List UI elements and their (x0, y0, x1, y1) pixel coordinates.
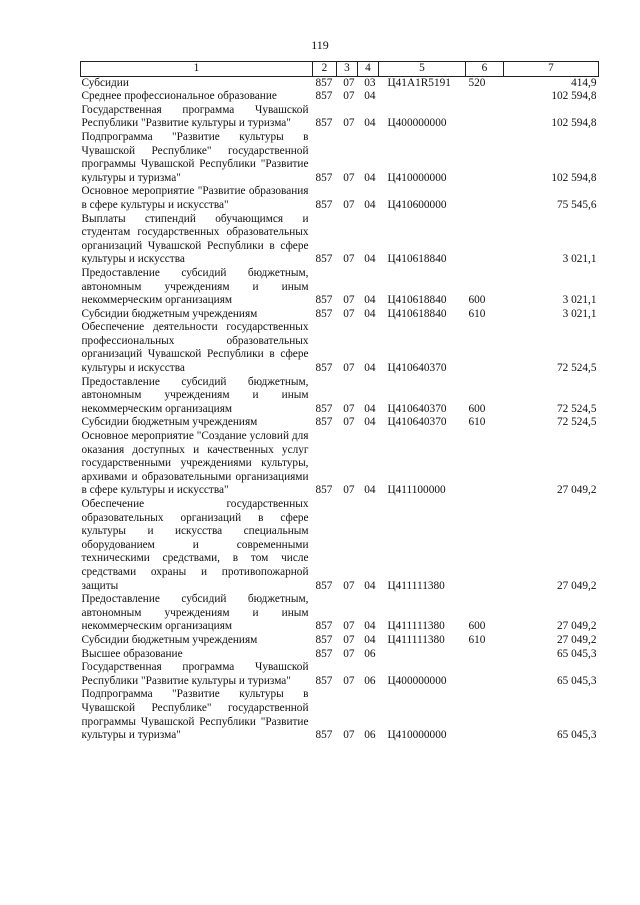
table-row (81, 498, 599, 593)
row-gr: 857 (315, 90, 333, 103)
row-gr: 857 (315, 307, 333, 320)
row-pr: 04 (364, 633, 376, 646)
row-pr: 04 (364, 307, 376, 320)
row-pr: 04 (364, 416, 376, 429)
row-sum: 27 049,2 (556, 620, 597, 633)
row-name: Основное мероприятие "Создание условий для оказания доступных и качественных услуг государственными учреждениями культуры, архивами и образовательными организациями в сфере культуры и искусства" (81, 430, 309, 497)
table-row (81, 267, 599, 308)
table-row (81, 308, 599, 322)
row-name: Предоставление субсидий бюджетным, автономным учреждениям и иным некоммерческим организациям (81, 593, 309, 633)
row-cs (379, 90, 466, 104)
row-sum: 102 594,8 (551, 171, 597, 184)
row-cs: Ц410640370 (387, 402, 447, 415)
row-gr: 857 (315, 620, 333, 633)
row-pr: 04 (364, 579, 376, 592)
table-row (81, 430, 599, 498)
table-row (81, 661, 599, 688)
row-pr: 04 (364, 484, 376, 497)
row-cs: Ц410618840 (387, 253, 447, 266)
header-col-6: 6 (466, 62, 504, 77)
table-body (81, 76, 599, 743)
row-vr (466, 90, 504, 104)
row-name: Субсидии бюджетным учреждениям (81, 633, 258, 646)
row-name: Основное мероприятие "Развитие образования в сфере культуры и искусства" (81, 185, 309, 211)
row-vr: 610 (468, 416, 486, 429)
row-cs (379, 648, 466, 662)
row-rz: 07 (343, 416, 355, 429)
row-pr: 06 (364, 729, 376, 742)
row-pr: 04 (364, 620, 376, 633)
row-name: Обеспечение государственных образовательных организаций в сфере культуры и искусства специальным оборудованием и современными техническими средствами, в том числе средствами охраны и противопожарной защиты (81, 498, 309, 592)
row-pr: 04 (364, 253, 376, 266)
table-row (81, 90, 599, 104)
header-col-4: 4 (358, 62, 379, 77)
row-gr: 857 (315, 729, 333, 742)
row-gr: 857 (315, 416, 333, 429)
table-row (81, 213, 599, 267)
row-rz: 07 (343, 633, 355, 646)
row-rz: 07 (343, 484, 355, 497)
row-vr (466, 321, 504, 375)
row-rz: 07 (343, 729, 355, 742)
row-sum: 72 524,5 (556, 362, 597, 375)
row-name: Субсидии бюджетным учреждениям (81, 307, 258, 320)
row-gr: 857 (315, 633, 333, 646)
row-sum: 414,9 (571, 76, 597, 89)
page-number: 119 (311, 38, 329, 52)
row-sum: 72 524,5 (556, 416, 597, 429)
row-cs: Ц400000000 (387, 117, 447, 130)
row-sum: 27 049,2 (556, 484, 597, 497)
row-name: Выплаты стипендий обучающимся и студентам государственных образовательных организаций Чувашской Республики в сфере культуры и искусства (81, 212, 309, 266)
row-rz: 07 (343, 647, 355, 660)
row-gr: 857 (315, 253, 333, 266)
row-gr: 857 (315, 674, 333, 687)
row-sum: 3 021,1 (562, 307, 597, 320)
row-cs: Ц411100000 (387, 484, 446, 497)
row-rz: 07 (343, 294, 355, 307)
row-vr (466, 498, 504, 593)
row-rz: 07 (343, 76, 355, 89)
row-vr: 600 (468, 620, 486, 633)
row-pr: 04 (364, 294, 376, 307)
row-cs: Ц411111380 (387, 579, 445, 592)
table-row (81, 648, 599, 662)
row-gr: 857 (315, 76, 333, 89)
row-gr: 857 (315, 579, 333, 592)
row-name: Высшее образование (81, 647, 183, 660)
row-vr: 600 (468, 294, 486, 307)
table-row (81, 131, 599, 185)
row-rz: 07 (343, 171, 355, 184)
table-row (81, 416, 599, 430)
row-sum: 65 045,3 (556, 674, 597, 687)
row-cs: Ц410640370 (387, 416, 447, 429)
table-row (81, 634, 599, 648)
header-col-7: 7 (504, 62, 599, 77)
row-rz: 07 (343, 620, 355, 633)
row-sum: 65 045,3 (556, 647, 597, 660)
row-vr (466, 430, 504, 498)
row-name: Среднее профессиональное образование (81, 90, 277, 103)
row-gr: 857 (315, 198, 333, 211)
header-col-2: 2 (313, 62, 337, 77)
table-row (81, 376, 599, 417)
row-cs: Ц410618840 (387, 294, 447, 307)
row-pr: 06 (364, 674, 376, 687)
row-rz: 07 (343, 253, 355, 266)
table-header (81, 62, 599, 77)
row-vr (466, 131, 504, 185)
row-vr: 600 (468, 402, 486, 415)
row-gr: 857 (315, 171, 333, 184)
row-cs: Ц410618840 (387, 307, 447, 320)
row-gr: 857 (315, 484, 333, 497)
row-sum: 75 545,6 (556, 198, 597, 211)
table-row (81, 104, 599, 131)
row-cs: Ц410600000 (387, 198, 447, 211)
row-vr: 520 (468, 76, 486, 89)
row-rz: 07 (343, 362, 355, 375)
row-name: Субсидии (81, 76, 129, 89)
row-name: Предоставление субсидий бюджетным, автономным учреждениям и иным некоммерческим организациям (81, 375, 309, 415)
row-sum: 3 021,1 (562, 294, 597, 307)
row-vr (466, 648, 504, 662)
table-row (81, 593, 599, 634)
header-col-1: 1 (81, 62, 313, 77)
row-sum: 27 049,2 (556, 579, 597, 592)
row-vr: 610 (468, 633, 486, 646)
row-vr: 610 (468, 307, 486, 320)
row-sum: 102 594,8 (551, 90, 597, 103)
row-cs: Ц400000000 (387, 674, 447, 687)
row-sum: 3 021,1 (562, 253, 597, 266)
row-sum: 65 045,3 (556, 729, 597, 742)
row-gr: 857 (315, 402, 333, 415)
row-pr: 04 (364, 171, 376, 184)
row-pr: 03 (364, 76, 376, 89)
row-rz: 07 (343, 90, 355, 103)
row-name: Подпрограмма "Развитие культуры в Чувашской Республике" государственной программы Чувашской Республики "Развитие культуры и туризма" (81, 688, 309, 742)
row-gr: 857 (315, 362, 333, 375)
row-cs: Ц41А1R5191 (387, 76, 451, 89)
row-cs: Ц410640370 (387, 362, 447, 375)
row-pr: 04 (364, 90, 376, 103)
row-pr: 04 (364, 117, 376, 130)
row-sum: 27 049,2 (556, 633, 597, 646)
row-pr: 06 (364, 647, 376, 660)
row-cs: Ц411111380 (387, 620, 445, 633)
row-rz: 07 (343, 579, 355, 592)
row-pr: 04 (364, 198, 376, 211)
row-rz: 07 (343, 117, 355, 130)
row-cs: Ц410000000 (387, 171, 447, 184)
row-rz: 07 (343, 198, 355, 211)
table-row (81, 185, 599, 212)
row-rz: 07 (343, 402, 355, 415)
row-sum: 102 594,8 (551, 117, 597, 130)
row-vr (466, 688, 504, 742)
row-name: Обеспечение деятельности государственных профессиональных образовательных организаций Чувашской Республики в сфере культуры и искусства (81, 321, 309, 375)
row-gr: 857 (315, 647, 333, 660)
row-sum: 72 524,5 (556, 402, 597, 415)
row-rz: 07 (343, 307, 355, 320)
row-name: Предоставление субсидий бюджетным, автономным учреждениям и иным некоммерческим организациям (81, 266, 309, 307)
row-name: Подпрограмма "Развитие культуры в Чувашской Республике" государственной программы Чувашской Республики "Развитие культуры и туризма" (81, 130, 309, 184)
row-rz: 07 (343, 674, 355, 687)
table-row (81, 76, 599, 90)
row-pr: 04 (364, 402, 376, 415)
row-gr: 857 (315, 117, 333, 130)
row-name: Субсидии бюджетным учреждениям (81, 416, 258, 429)
table-row (81, 321, 599, 375)
row-pr: 04 (364, 362, 376, 375)
budget-table (80, 61, 599, 743)
row-cs: Ц411111380 (387, 633, 445, 646)
row-name: Государственная программа Чувашской Республики "Развитие культуры и туризма" (81, 103, 309, 130)
header-row (81, 62, 599, 77)
row-name: Государственная программа Чувашской Республики "Развитие культуры и туризма" (81, 661, 309, 687)
row-vr (466, 661, 504, 688)
row-vr (466, 104, 504, 131)
row-vr (466, 185, 504, 212)
header-col-3: 3 (337, 62, 358, 77)
header-col-5: 5 (379, 62, 466, 77)
row-gr: 857 (315, 294, 333, 307)
table-row (81, 688, 599, 742)
row-vr (466, 213, 504, 267)
row-cs: Ц410000000 (387, 729, 447, 742)
